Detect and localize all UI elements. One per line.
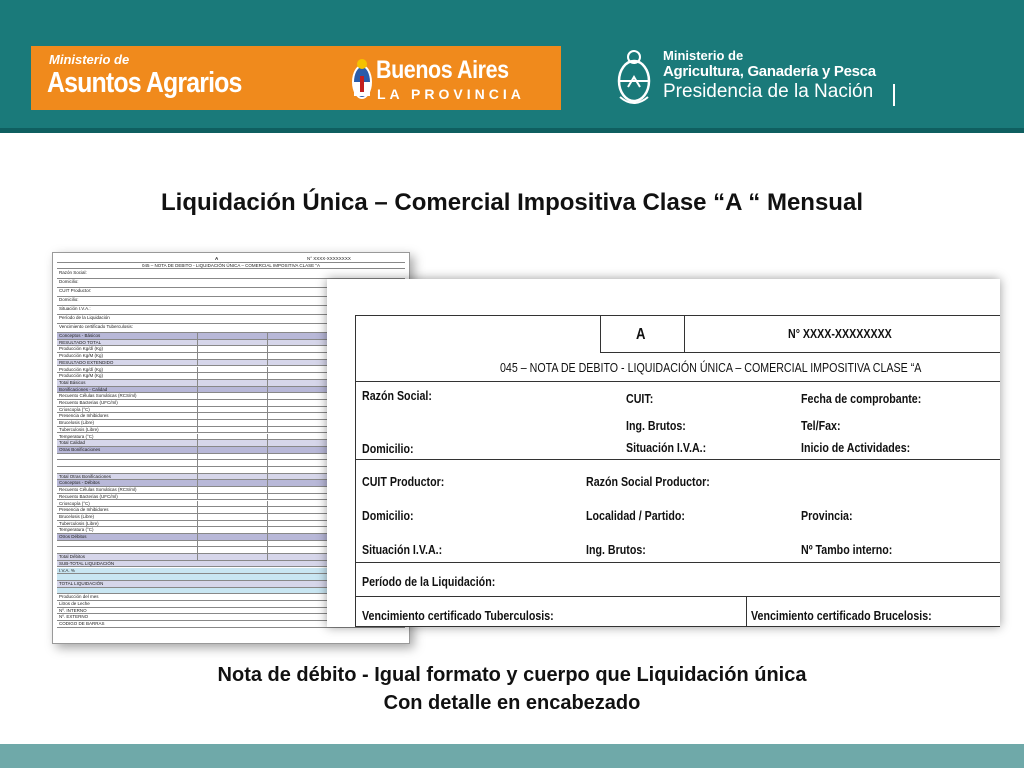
thumbnail-row-label: Razón Social: <box>59 270 87 275</box>
thumbnail-col-line <box>197 521 198 527</box>
thumbnail-row-label: Nº. INTERNO <box>59 607 87 613</box>
thumbnail-col-line <box>197 353 198 359</box>
field-inicio-actividades: Inicio de Actividades: <box>801 440 911 455</box>
field-tel-fax: Tel/Fax: <box>801 418 841 433</box>
thumbnail-letter: A <box>215 256 219 261</box>
thumbnail-row-label: Domicilio: <box>59 297 79 302</box>
thumbnail-row-label: Total Débitos <box>59 554 86 560</box>
thumbnail-col-line <box>197 547 198 553</box>
field-ing-brutos: Ing. Brutos: <box>626 418 686 433</box>
thumbnail-col-line <box>197 467 198 473</box>
thumbnail-col-line <box>197 507 198 513</box>
thumbnail-col-line <box>267 340 268 346</box>
thumbnail-col-line <box>267 413 268 419</box>
thumbnail-col-line <box>267 333 268 339</box>
thumbnail-col-line <box>197 554 198 560</box>
invoice-letter: A <box>636 326 646 343</box>
thumbnail-row-label: Total Básicos <box>59 379 86 385</box>
national-ministry-name: Agricultura, Ganadería y Pesca <box>663 63 876 80</box>
national-ministry-label: Ministerio de <box>663 48 744 63</box>
thumbnail-row-label: Producción Kg/M (Kg) <box>59 373 104 379</box>
thumbnail-row-label: Producción del mes <box>59 594 99 600</box>
thumbnail-row <box>57 270 405 279</box>
thumbnail-col-line <box>267 387 268 393</box>
thumbnail-row-label: Conceptos - Básicos <box>59 333 101 338</box>
thumbnail-col-line <box>267 454 268 460</box>
field-ing-brutos-productor: Ing. Brutos: <box>586 542 646 557</box>
thumbnail-col-line <box>197 333 198 339</box>
thumbnail-col-line <box>267 427 268 433</box>
thumbnail-col-line <box>267 440 268 446</box>
caption-line-1: Nota de débito - Igual formato y cuerpo que Liquidación única <box>217 664 807 686</box>
thumbnail-row-label: Producción Kg/dí (Kg) <box>59 366 104 372</box>
field-cuit: CUIT: <box>626 391 654 406</box>
thumbnail-col-line <box>197 501 198 507</box>
thumbnail-col-line <box>267 380 268 386</box>
field-razon-social: Razón Social: <box>362 388 432 403</box>
thumbnail-row-label: Recuento Células Somáticas (RCS/ml) <box>59 487 137 493</box>
field-localidad-partido: Localidad / Partido: <box>586 508 685 523</box>
presidency-label: Presidencia de la Nación <box>663 81 874 102</box>
thumbnail-col-line <box>197 427 198 433</box>
thumbnail-col-line <box>267 487 268 493</box>
thumbnail-col-line <box>197 367 198 373</box>
national-seal-icon <box>614 47 654 109</box>
thumbnail-col-line <box>267 494 268 500</box>
thumbnail-col-line <box>267 514 268 520</box>
thumbnail-col-line <box>197 407 198 413</box>
field-fecha-comprobante: Fecha de comprobante: <box>801 391 922 406</box>
field-situacion-iva-productor: Situación I.V.A.: <box>362 542 443 557</box>
thumbnail-col-line <box>197 487 198 493</box>
header-band <box>0 0 1024 133</box>
thumbnail-row-label: Brucelosis (Libre) <box>59 420 95 426</box>
field-domicilio: Domicilio: <box>362 441 414 456</box>
thumbnail-row-label: Vencimiento certificado Tuberculosis: <box>59 324 134 329</box>
thumbnail-row-label: Nº. EXTERNO <box>59 614 89 620</box>
thumbnail-col-line <box>197 514 198 520</box>
thumbnail-col-line <box>197 434 198 440</box>
thumbnail-row-label: TOTAL LIQUIDACIÓN <box>59 580 104 586</box>
field-situacion-iva: Situación I.V.A.: <box>626 440 707 455</box>
field-provincia: Provincia: <box>801 508 853 523</box>
thumbnail-col-line <box>267 521 268 527</box>
thumbnail-col-line <box>197 413 198 419</box>
field-periodo: Período de la Liquidación: <box>362 574 496 589</box>
thumbnail-col-line <box>197 380 198 386</box>
thumbnail-row-label: Conceptos - Débitos <box>59 480 100 486</box>
thumbnail-row-label: Recuento Bacterias (UFC/ml) <box>59 400 118 405</box>
thumbnail-col-line <box>267 501 268 507</box>
thumbnail-row-label: Temperatura (°C) <box>59 433 94 439</box>
field-cuit-productor: CUIT Productor: <box>362 474 445 489</box>
thumbnail-col-line <box>267 447 268 453</box>
thumbnail-col-line <box>197 541 198 547</box>
thumbnail-row-label: RESULTADO TOTAL <box>59 339 102 345</box>
thumbnail-col-line <box>267 541 268 547</box>
thumbnail-col-line <box>267 467 268 473</box>
invoice-type: 045 – NOTA DE DEBITO - LIQUIDACIÓN ÚNICA – COMERCIAL IMPOSITIVA CLASE “A <box>500 360 922 375</box>
thumbnail-col-line <box>267 480 268 486</box>
province-shield-icon <box>351 56 373 102</box>
thumbnail-col-line <box>267 367 268 373</box>
invoice-header-table <box>355 315 1000 627</box>
thumbnail-col-line <box>267 547 268 553</box>
thumbnail-col-line <box>197 393 198 399</box>
thumbnail-col-line <box>197 373 198 379</box>
thumbnail-col-line <box>267 554 268 560</box>
thumbnail-col-line <box>267 534 268 540</box>
thumbnail-row-label: Recuento Bacterias (UFC/ml) <box>59 493 118 499</box>
thumbnail-col-line <box>197 494 198 500</box>
ministry-name: Asuntos Agrarios <box>47 67 242 99</box>
thumbnail-row-label: Crioscopía (°C) <box>59 406 90 412</box>
thumbnail-row-label: Producción Kg/M (Kg) <box>59 353 104 359</box>
thumbnail-col-line <box>267 393 268 399</box>
thumbnail-col-line <box>267 360 268 366</box>
thumbnail-col-line <box>267 407 268 413</box>
thumbnail-row-label: Presencia de Inhibidores <box>59 413 109 419</box>
thumbnail-row-label: RESULTADO EXTENDIDO <box>59 359 114 365</box>
thumbnail-row-label: Tuberculosis (Libre) <box>59 426 99 432</box>
thumbnail-col-line <box>267 474 268 480</box>
thumbnail-col-line <box>267 420 268 426</box>
thumbnail-row-label: Total Calidad <box>59 440 86 446</box>
thumbnail-col-line <box>197 420 198 426</box>
ministry-label: Ministerio de <box>49 52 130 67</box>
header-divider <box>0 128 1024 133</box>
thumbnail-row-label: Otras Bonificaciones <box>59 446 101 452</box>
thumbnail-col-line <box>267 507 268 513</box>
thumbnail-row-label: Período de la Liquidación <box>59 315 110 320</box>
thumbnail-col-line <box>197 360 198 366</box>
footer-band <box>0 744 1024 768</box>
thumbnail-col-line <box>197 460 198 466</box>
thumbnail-col-line <box>197 346 198 352</box>
thumbnail-col-line <box>197 440 198 446</box>
thumbnail-col-line <box>267 460 268 466</box>
logo-divider-bar <box>893 84 895 106</box>
thumbnail-letter-row <box>57 256 405 263</box>
thumbnail-col-line <box>197 534 198 540</box>
thumbnail-row-label: Crioscopía (°C) <box>59 500 90 506</box>
thumbnail-col-line <box>197 454 198 460</box>
province-subtitle: LA PROVINCIA <box>377 86 525 102</box>
thumbnail-row-label: Situación I.V.A.: <box>59 306 91 311</box>
field-venc-brucelosis: Vencimiento certificado Brucelosis: <box>751 608 932 623</box>
thumbnail-row-label: SUB-TOTAL LIQUIDACIÓN <box>59 560 115 566</box>
thumbnail-row-label: CUIT Productor: <box>59 288 92 293</box>
provincial-logo-banner <box>31 46 561 110</box>
thumbnail-row-label: Domicilio: <box>59 279 79 284</box>
slide-title: Liquidación Única – Comercial Impositiva Clase “A “ Mensual <box>161 189 863 216</box>
thumbnail-col-line <box>197 474 198 480</box>
thumbnail-row-label: Presencia de Inhibidores <box>59 507 109 513</box>
thumbnail-number: N° XXXX-XXXXXXXX <box>307 256 351 261</box>
field-domicilio-productor: Domicilio: <box>362 508 414 523</box>
thumbnail-row-label: I.V.A. % <box>59 567 75 573</box>
thumbnail-col-line <box>267 373 268 379</box>
thumbnail-row-label: Otros Débitos <box>59 534 87 539</box>
thumbnail-row-label: Temperatura (°C) <box>59 527 94 533</box>
thumbnail-col-line <box>197 447 198 453</box>
thumbnail-col-line <box>197 387 198 393</box>
thumbnail-col-line <box>197 527 198 533</box>
thumbnail-col-line <box>197 480 198 486</box>
thumbnail-row-label: Total Otras Bonificaciones <box>59 473 112 479</box>
field-tambo-interno: Nº Tambo interno: <box>801 542 893 557</box>
thumbnail-col-line <box>197 340 198 346</box>
province-name: Buenos Aires <box>376 56 509 84</box>
field-razon-social-productor: Razón Social Productor: <box>586 474 710 489</box>
caption-line-2: Con detalle en encabezado <box>383 692 641 714</box>
thumbnail-col-line <box>267 353 268 359</box>
field-venc-tuberculosis: Vencimiento certificado Tuberculosis: <box>362 608 554 623</box>
thumbnail-row-label: Bonificaciones - Calidad <box>59 386 108 392</box>
thumbnail-row-label: Tuberculosis (Libre) <box>59 520 99 526</box>
thumbnail-row-label: Recuento Células Somáticas (RCS/ml) <box>59 393 137 399</box>
thumbnail-row-label: Producción Kg/dí (Kg) <box>59 346 104 352</box>
invoice-number: N° XXXX-XXXXXXXX <box>788 326 892 341</box>
thumbnail-col-line <box>267 527 268 533</box>
thumbnail-col-line <box>267 346 268 352</box>
thumbnail-row-label: Litros de Leche <box>59 601 90 606</box>
thumbnail-col-line <box>267 434 268 440</box>
thumbnail-col-line <box>267 400 268 406</box>
thumbnail-doc-type: 045 – NOTA DE DEBITO - LIQUIDACIÓN ÚNICA – COMERCIAL IMPOSITIVA CLASE "A <box>57 263 405 269</box>
thumbnail-col-line <box>197 400 198 406</box>
invoice-header-zoom <box>327 279 1000 627</box>
thumbnail-row-label: CODIGO DE BARRAS <box>59 621 105 627</box>
thumbnail-row-label: Brucelosis (Libre) <box>59 513 95 519</box>
